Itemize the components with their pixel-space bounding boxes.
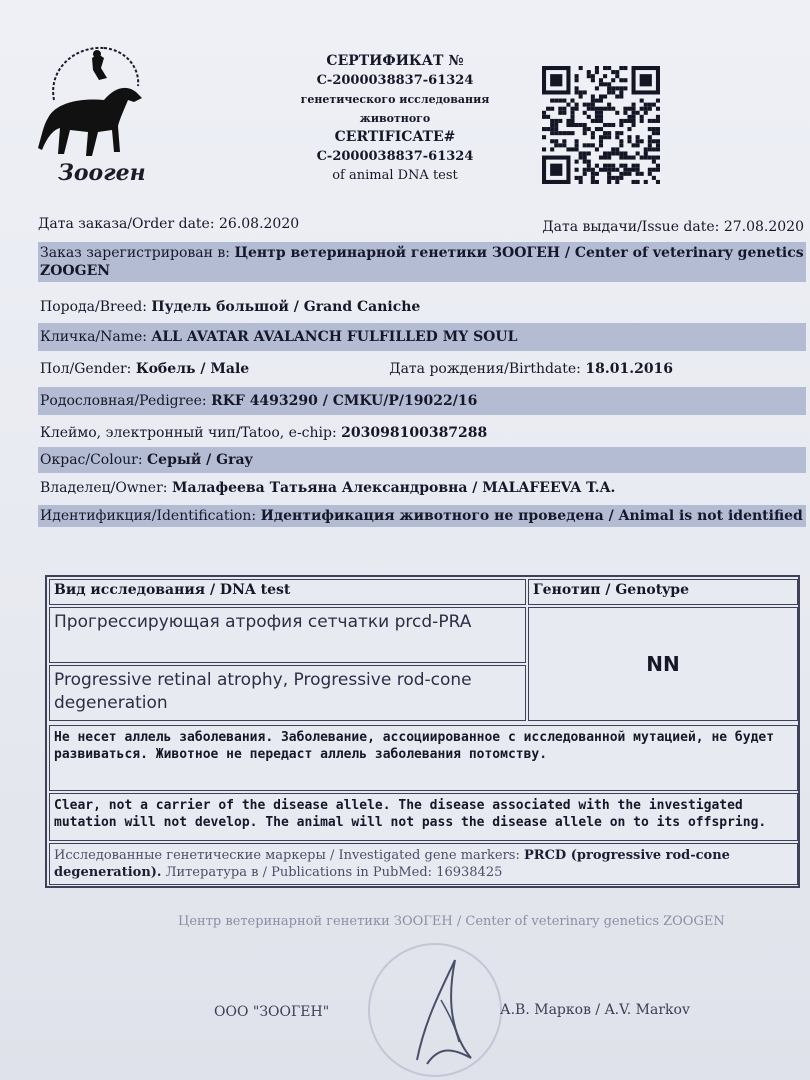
test-name-en: Progressive retinal atrophy, Progressive rod-cone degeneration xyxy=(49,665,526,721)
title-ru-line2: генетического исследования xyxy=(300,93,490,106)
result-ru: Не несет аллель заболевания. Заболевание, ассоциированное с исследованной мутацией, не будет развиваться. Животное не передаст аллель заболевания потомству. xyxy=(49,725,798,791)
certificate-number-en: C-2000038837-61324 xyxy=(316,149,474,164)
result-en: Clear, not a carrier of the disease allele. The disease associated with the investigated mutation will not develop. The animal will not pass the disease allele on to its offspring. xyxy=(49,793,798,841)
owner-row: Владелец/Owner: Малафеева Татьяна Александровна / MALAFEEVA T.A. xyxy=(40,480,616,496)
issue-date: Дата выдачи/Issue date: 27.08.2020 xyxy=(542,219,804,235)
signature-stamp-icon xyxy=(355,930,515,1080)
title-ru: СЕРТИФИКАТ № xyxy=(326,53,464,69)
certificate-number-ru: C-2000038837-61324 xyxy=(316,73,474,88)
header-genotype: Генотип / Genotype xyxy=(528,579,798,605)
pedigree-row: Родословная/Pedigree: RKF 4493290 / CMKU/P/19022/16 xyxy=(38,387,806,415)
organization-name: ООО "ЗООГЕН" xyxy=(214,1004,330,1020)
title-en: CERTIFICATE# xyxy=(334,129,456,145)
title-ru-line3: животного xyxy=(359,112,431,125)
chip-row: Клеймо, электронный чип/Tatoo, e-chip: 203098100387288 xyxy=(40,425,488,441)
gender-birthdate-row: Пол/Gender: Кобель / Male Дата рождения/Birthdate: 18.01.2016 xyxy=(40,361,674,377)
gene-markers: Исследованные генетические маркеры / Investigated gene markers: PRCD (progressive rod-cone degeneration). Литература в / Publications in PubMed: 16938425 xyxy=(49,843,798,885)
certificate-title xyxy=(255,52,535,185)
footer-center-name: Центр ветеринарной генетики ЗООГЕН / Center of veterinary genetics ZOOGEN xyxy=(178,914,725,929)
qr-code-icon xyxy=(542,66,660,184)
zoogen-logo xyxy=(34,40,150,200)
logo-wordmark: Зооген xyxy=(58,160,146,186)
colour-row: Окрас/Colour: Серый / Gray xyxy=(38,447,806,473)
title-en-line2: of animal DNA test xyxy=(332,168,458,183)
order-date: Дата заказа/Order date: 26.08.2020 xyxy=(38,216,300,232)
genotype-value: NN xyxy=(528,607,798,721)
test-name-ru: Прогрессирующая атрофия сетчатки prcd-PRA xyxy=(49,607,526,663)
signer-name: А.В. Марков / A.V. Markov xyxy=(500,1002,690,1018)
dna-test-table xyxy=(45,575,800,888)
header-dna-test: Вид исследования / DNA test xyxy=(49,579,526,605)
breed-row: Порода/Breed: Пудель большой / Grand Caniche xyxy=(40,299,421,315)
name-row: Кличка/Name: ALL AVATAR AVALANCH FULFILLED MY SOUL xyxy=(38,323,806,351)
identification-row: Идентификция/Identification: Идентификация животного не проведена / Animal is not identified xyxy=(38,505,806,527)
registered-at: Заказ зарегистрирован в: Центр ветеринарной генетики ЗООГЕН / Center of veterinary genetics ZOOGEN xyxy=(38,242,806,282)
